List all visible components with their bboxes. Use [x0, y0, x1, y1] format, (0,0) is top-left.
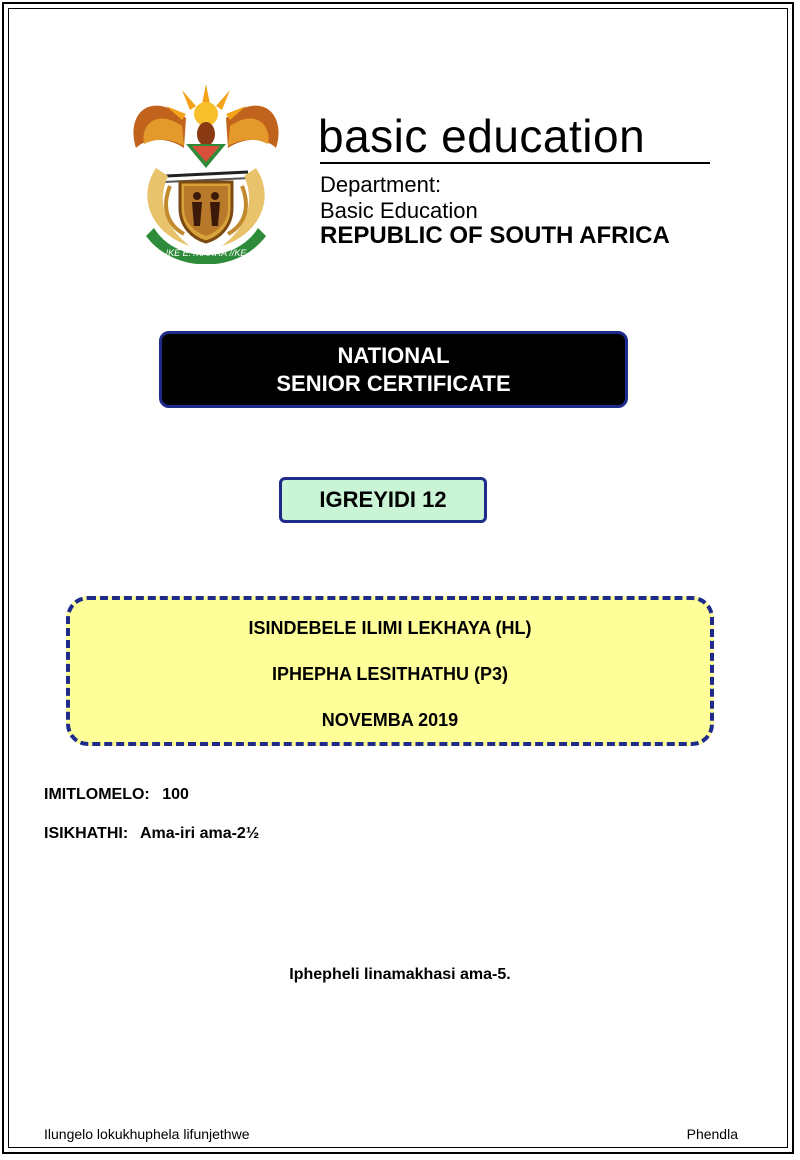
certificate-line-1: NATIONAL — [337, 342, 450, 368]
marks-info — [44, 786, 189, 804]
subject-language: ISINDEBELE ILIMI LEKHAYA (HL) — [248, 618, 532, 638]
subject-paper: IPHEPHA LESITHATHU (P3) — [271, 664, 508, 684]
department-name: Basic Education — [320, 198, 478, 223]
certificate-banner — [159, 331, 628, 408]
motto-text: !KE E: /XARRA //KE — [165, 248, 247, 258]
time-info — [44, 825, 259, 843]
copyright-footer: Ilungelo lokukhuphela lifunjethwe — [44, 1126, 250, 1142]
turn-over-footer: Phendla — [686, 1126, 738, 1142]
marks-label: IMITLOMELO: — [44, 786, 150, 803]
page-count-note: Iphepheli linamakhasi ama-5. — [289, 966, 511, 983]
brand-title: basic education — [318, 110, 646, 162]
brand-underline — [320, 162, 710, 164]
time-label: ISIKHATHI: — [44, 825, 129, 842]
time-value: Ama-iri ama-2½ — [140, 825, 260, 842]
certificate-line-2: SENIOR CERTIFICATE — [276, 370, 511, 396]
country-name: REPUBLIC OF SOUTH AFRICA — [320, 222, 670, 249]
coat-of-arms-logo — [126, 78, 286, 264]
grade-badge: IGREYIDI 12 — [279, 477, 487, 523]
subject-session: NOVEMBA 2019 — [321, 710, 459, 730]
marks-value: 100 — [162, 786, 189, 803]
subject-panel — [66, 596, 714, 746]
department-label: Department: — [320, 172, 442, 197]
